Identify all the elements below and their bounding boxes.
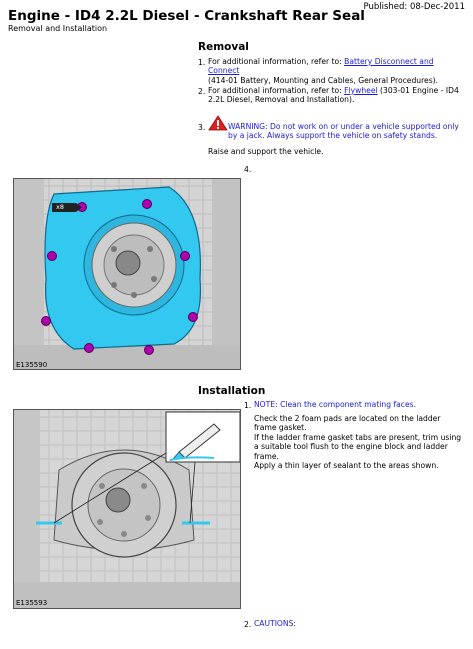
battery-disconnect-link[interactable]: Battery Disconnect and Connect bbox=[208, 57, 434, 76]
warning-icon bbox=[208, 115, 228, 131]
installation-illustration bbox=[13, 409, 241, 609]
step-number: 1. bbox=[244, 401, 252, 410]
removal-step-2 bbox=[208, 86, 463, 105]
step-number: 2. bbox=[244, 620, 252, 629]
installation-step-1-line-2: If the ladder frame gasket tabs are present, trim using a suitable tool flush to the engine block and ladder frame. bbox=[254, 433, 462, 461]
cautions-label: CAUTIONS: bbox=[254, 619, 296, 628]
bolt-count-callout: x8 bbox=[56, 203, 64, 211]
figure-id: E135593 bbox=[16, 599, 48, 607]
step-text: (414-01 Battery, Mounting and Cables, General Procedures). bbox=[208, 75, 439, 85]
step-text: (303-01 Engine - ID4 2.2L Diesel, Removal and Installation). bbox=[208, 86, 459, 105]
flywheel-link[interactable]: Flywheel bbox=[344, 86, 378, 95]
safety-warning: WARNING: Do not work on or under a vehicle supported only by a jack. Always support the vehicle on safety stands. bbox=[228, 122, 459, 141]
published-date: Published: 08-Dec-2011 bbox=[363, 2, 465, 12]
step-text: For additional information, refer to: bbox=[208, 86, 345, 95]
sealant-application-diagram bbox=[14, 410, 241, 609]
installation-step-1-line-3: Apply a thin layer of sealant to the areas shown. bbox=[254, 461, 439, 470]
step-number: 4. bbox=[244, 165, 252, 174]
removal-step-1 bbox=[208, 57, 466, 85]
installation-step-1-line-1: Check the 2 foam pads are located on the ladder frame gasket. bbox=[254, 414, 441, 433]
engine-rear-seal-diagram bbox=[14, 179, 241, 370]
figure-id: E135590 bbox=[16, 361, 48, 369]
installation-note: NOTE: Clean the component mating faces. bbox=[254, 400, 417, 409]
step-number: 2. bbox=[198, 87, 206, 96]
step-number: 1. bbox=[198, 58, 206, 67]
page-subtitle: Removal and Installation bbox=[8, 24, 108, 33]
step-number: 3. bbox=[198, 123, 206, 132]
installation-heading: Installation bbox=[198, 385, 266, 397]
removal-heading: Removal bbox=[198, 41, 249, 53]
removal-illustration bbox=[13, 178, 241, 370]
removal-step-3-text: Raise and support the vehicle. bbox=[208, 147, 324, 156]
page-title: Engine - ID4 2.2L Diesel - Crankshaft Rear Seal bbox=[8, 8, 365, 24]
step-text: For additional information, refer to: bbox=[208, 57, 345, 66]
